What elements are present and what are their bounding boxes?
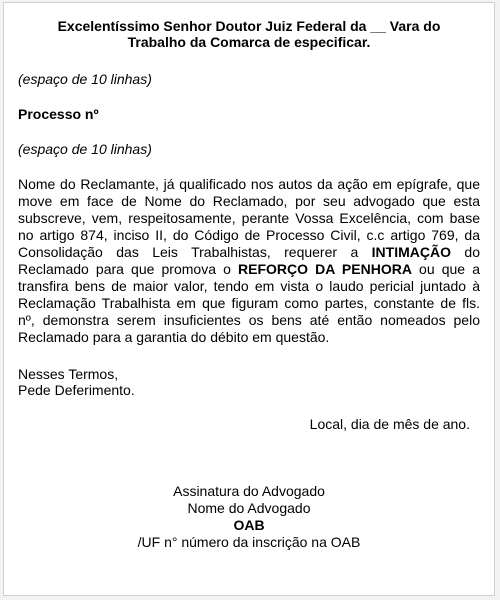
process-label: Processo nº: [18, 106, 99, 122]
closing-line: Pede Deferimento.: [18, 382, 135, 398]
body-text-part: ou que a transfira bens de maior valor, tendo em vista o laudo pericial juntado à Reclamação Trabalhista em que figuram como partes, constante de fls. nº, demonstra serem insuficientes os bens até então nomeados pelo Reclamado para a garantia do débito em questão.: [18, 261, 480, 345]
body-text-part: Nome do Reclamante, já qualificado nos autos da ação em epígrafe, que move em face de Nome do Reclamado, por seu advogado que esta subscreve, vem, respeitosamente, perante Vossa Excelência, com base no artigo 874, inciso II, do Código de Processo Civil, c.c artigo 769, da Consolidação das Leis Trabalhistas, requerer a: [18, 176, 480, 260]
signature-line: Assinatura do Advogado: [173, 483, 325, 499]
signature-block: [18, 483, 480, 551]
closing-line: Nesses Termos,: [18, 366, 119, 382]
signature-oab-line: [18, 517, 480, 551]
signature-line: Nome do Advogado: [187, 500, 311, 516]
document-content: [18, 18, 480, 551]
body-bold-term: REFORÇO DA PENHORA: [238, 261, 412, 277]
place-date: Local, dia de mês de ano.: [309, 416, 470, 432]
body-text-part: do Reclamado para que promova o: [18, 244, 480, 277]
signature-oab-label: OAB: [233, 517, 265, 533]
spacing-note: (espaço de 10 linhas): [18, 71, 152, 87]
body-bold-term: INTIMAÇÃO: [371, 244, 451, 260]
document-page: [3, 2, 495, 596]
document-title: Excelentíssimo Senhor Doutor Juiz Federal da __ Vara do Trabalho da Comarca de especificar.: [57, 18, 441, 50]
spacing-note: (espaço de 10 linhas): [18, 141, 152, 157]
body-paragraph: [18, 176, 480, 346]
signature-oab-text: /UF n° número da inscrição na OAB: [137, 534, 361, 550]
closing-block: [18, 366, 480, 398]
